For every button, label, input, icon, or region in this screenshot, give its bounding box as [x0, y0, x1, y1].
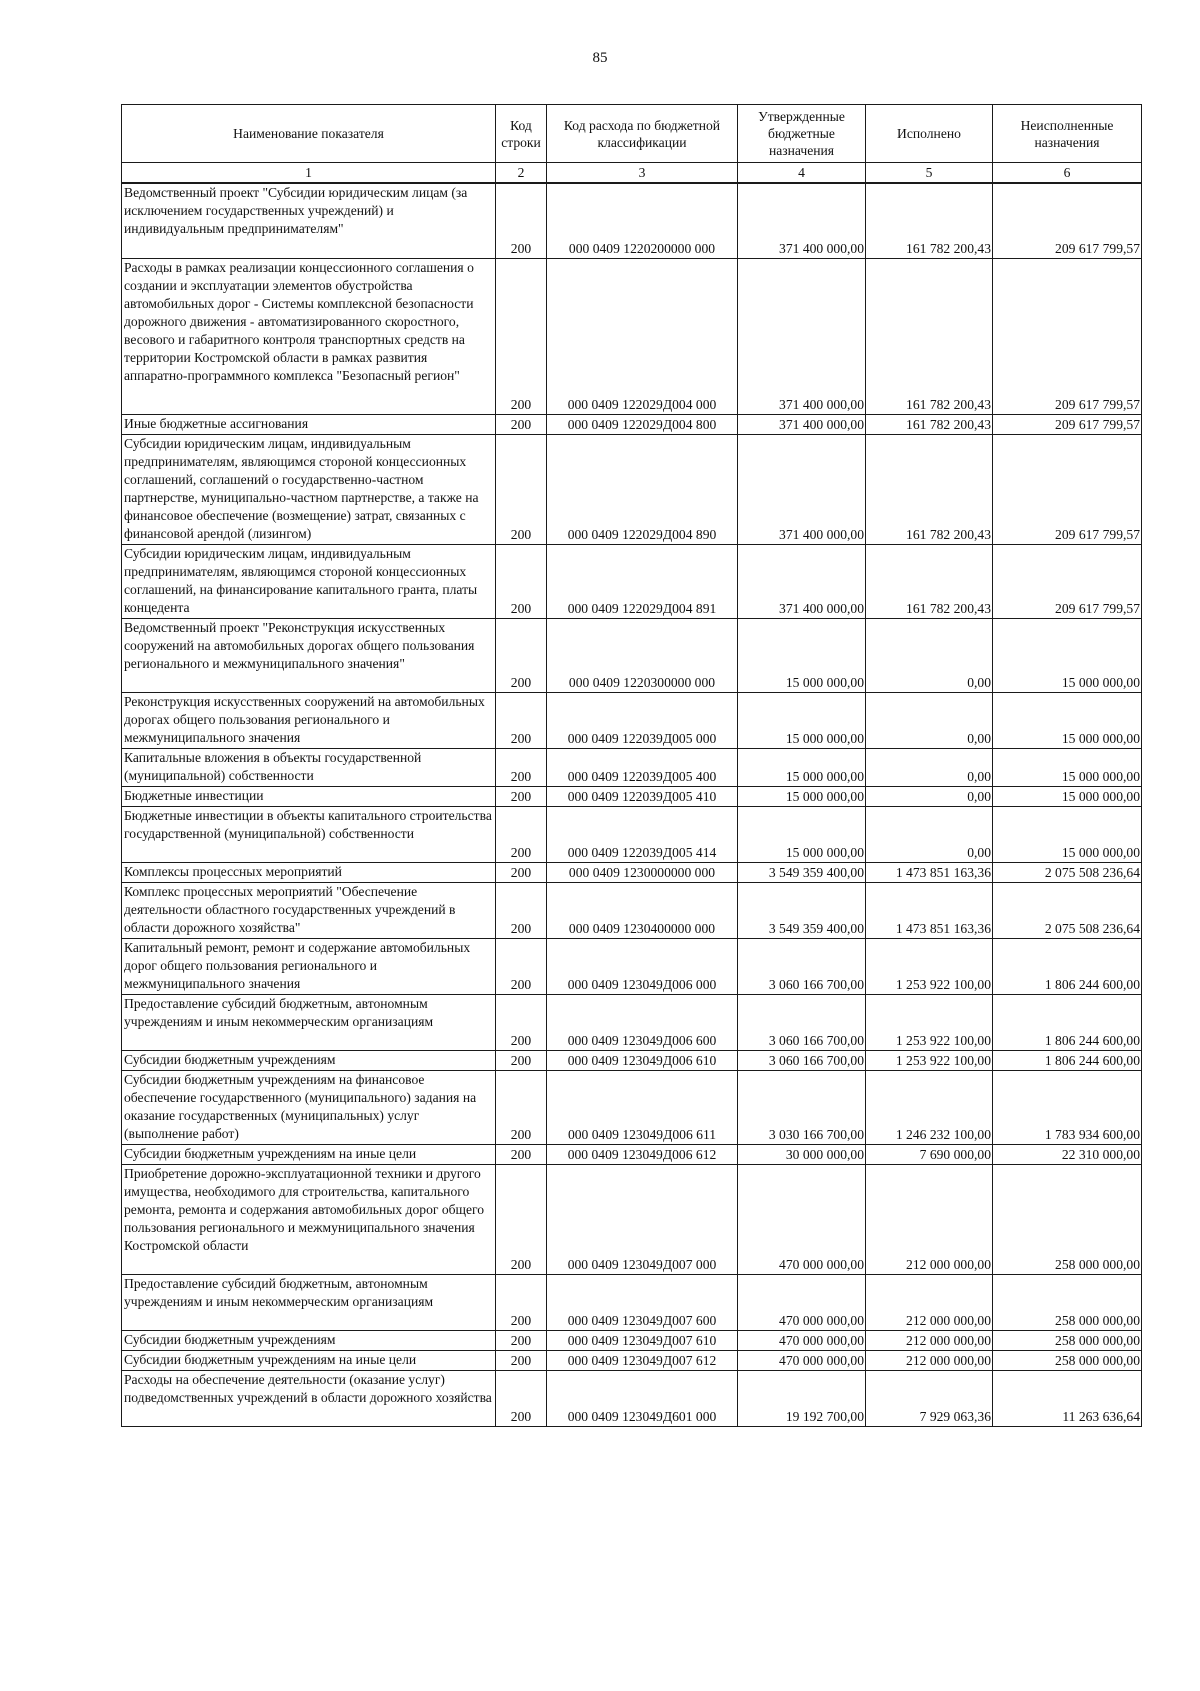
row-approved-cell: 470 000 000,00	[738, 1274, 866, 1330]
table-row	[122, 806, 1142, 862]
row-unexecuted-cell: 22 310 000,00	[993, 1144, 1142, 1164]
row-name-text: Ведомственный проект "Реконструкция искусственных сооружений на автомобильных дорогах общего пользования регионального и межмуниципального значения"	[124, 619, 475, 671]
row-code-cell: 200	[496, 1144, 547, 1164]
table-row	[122, 862, 1142, 882]
column-number: 6	[993, 163, 1142, 184]
row-executed-cell: 212 000 000,00	[866, 1274, 993, 1330]
row-approved-cell: 15 000 000,00	[738, 692, 866, 748]
row-approved-cell: 470 000 000,00	[738, 1330, 866, 1350]
row-name-cell	[122, 183, 496, 258]
row-class-code-cell: 000 0409 122029Д004 891	[547, 544, 738, 618]
row-approved-cell: 371 400 000,00	[738, 544, 866, 618]
table-row	[122, 1144, 1142, 1164]
row-unexecuted-cell: 258 000 000,00	[993, 1274, 1142, 1330]
row-executed-cell: 1 473 851 163,36	[866, 862, 993, 882]
row-unexecuted-cell: 1 806 244 600,00	[993, 938, 1142, 994]
header-name: Наименование показателя	[122, 105, 496, 163]
row-name-cell	[122, 692, 496, 748]
row-approved-cell: 3 060 166 700,00	[738, 938, 866, 994]
row-name-text: Субсидии юридическим лицам, индивидуальным предпринимателям, являющимся стороной концессионных соглашений, на финансирование капитального гранта, платы концедента	[124, 545, 478, 615]
row-code-cell: 200	[496, 938, 547, 994]
row-approved-cell: 470 000 000,00	[738, 1164, 866, 1274]
row-class-code-cell: 000 0409 123049Д007 000	[547, 1164, 738, 1274]
row-code-cell: 200	[496, 1274, 547, 1330]
row-class-code-cell: 000 0409 123049Д006 611	[547, 1070, 738, 1144]
row-unexecuted-cell: 15 000 000,00	[993, 748, 1142, 786]
row-name-text: Субсидии бюджетным учреждениям на финансовое обеспечение государственного (муниципального) задания на оказание государственных (муниципальных) услуг (выполнение работ)	[124, 1071, 477, 1141]
row-class-code-cell: 000 0409 123049Д006 612	[547, 1144, 738, 1164]
row-code-cell: 200	[496, 786, 547, 806]
row-code-cell: 200	[496, 862, 547, 882]
header-class-code: Код расхода по бюджетной классификации	[547, 105, 738, 163]
row-name-text: Субсидии бюджетным учреждениям	[124, 1051, 336, 1067]
row-code-cell: 200	[496, 748, 547, 786]
row-code-cell: 200	[496, 1164, 547, 1274]
row-name-cell	[122, 1144, 496, 1164]
row-name-text: Расходы на обеспечение деятельности (оказание услуг) подведомственных учреждений в области дорожного хозяйства	[124, 1371, 492, 1405]
row-executed-cell: 1 246 232 100,00	[866, 1070, 993, 1144]
table-row	[122, 434, 1142, 544]
row-executed-cell: 0,00	[866, 618, 993, 692]
row-unexecuted-cell: 209 617 799,57	[993, 434, 1142, 544]
row-name-cell	[122, 544, 496, 618]
row-name-cell	[122, 1350, 496, 1370]
row-class-code-cell: 000 0409 123049Д007 612	[547, 1350, 738, 1370]
row-class-code-cell: 000 0409 123049Д006 610	[547, 1050, 738, 1070]
row-code-cell: 200	[496, 882, 547, 938]
table-row	[122, 1164, 1142, 1274]
row-unexecuted-cell: 1 806 244 600,00	[993, 1050, 1142, 1070]
row-name-cell	[122, 414, 496, 434]
row-executed-cell: 0,00	[866, 806, 993, 862]
row-unexecuted-cell: 209 617 799,57	[993, 414, 1142, 434]
row-name-text: Субсидии юридическим лицам, индивидуальным предпринимателям, являющимся стороной концессионных соглашений, соглашений о государственно-частном партнерстве, муниципально-частном партнерстве, а также на финансовое обеспечение (возмещение) затрат, связанных с финансовой арендой (лизингом)	[124, 435, 479, 541]
row-name-cell	[122, 1164, 496, 1274]
row-name-text: Капитальные вложения в объекты государственной (муниципальной) собственности	[124, 749, 422, 783]
row-approved-cell: 371 400 000,00	[738, 414, 866, 434]
row-name-cell	[122, 1370, 496, 1426]
row-code-cell: 200	[496, 692, 547, 748]
row-unexecuted-cell: 1 783 934 600,00	[993, 1070, 1142, 1144]
budget-execution-table	[121, 104, 1142, 1427]
row-name-cell	[122, 994, 496, 1050]
column-number: 1	[122, 163, 496, 184]
row-executed-cell: 161 782 200,43	[866, 183, 993, 258]
row-code-cell: 200	[496, 806, 547, 862]
header-unexecuted: Неисполненные назначения	[993, 105, 1142, 163]
row-executed-cell: 1 253 922 100,00	[866, 938, 993, 994]
row-approved-cell: 3 549 359 400,00	[738, 862, 866, 882]
row-class-code-cell: 000 0409 123049Д007 610	[547, 1330, 738, 1350]
row-executed-cell: 7 929 063,36	[866, 1370, 993, 1426]
row-code-cell: 200	[496, 994, 547, 1050]
row-name-cell	[122, 1070, 496, 1144]
row-unexecuted-cell: 209 617 799,57	[993, 183, 1142, 258]
row-unexecuted-cell: 15 000 000,00	[993, 806, 1142, 862]
header-code: Код строки	[496, 105, 547, 163]
row-name-cell	[122, 1050, 496, 1070]
row-unexecuted-cell: 15 000 000,00	[993, 618, 1142, 692]
table-row	[122, 1350, 1142, 1370]
row-unexecuted-cell: 15 000 000,00	[993, 692, 1142, 748]
row-executed-cell: 212 000 000,00	[866, 1350, 993, 1370]
row-code-cell: 200	[496, 1050, 547, 1070]
row-executed-cell: 1 253 922 100,00	[866, 1050, 993, 1070]
row-name-text: Бюджетные инвестиции в объекты капитального строительства государственной (муниципальной) собственности	[124, 807, 492, 841]
row-class-code-cell: 000 0409 122039Д005 000	[547, 692, 738, 748]
row-executed-cell: 7 690 000,00	[866, 1144, 993, 1164]
row-approved-cell: 3 060 166 700,00	[738, 1050, 866, 1070]
row-unexecuted-cell: 258 000 000,00	[993, 1330, 1142, 1350]
column-number: 2	[496, 163, 547, 184]
column-number: 3	[547, 163, 738, 184]
column-number: 4	[738, 163, 866, 184]
row-unexecuted-cell: 258 000 000,00	[993, 1350, 1142, 1370]
table-body	[122, 183, 1142, 1426]
row-name-text: Капитальный ремонт, ремонт и содержание автомобильных дорог общего пользования регионального и межмуниципального значения	[124, 939, 471, 991]
row-name-text: Комплекс процессных мероприятий "Обеспечение деятельности областного государственных учреждений в области дорожного хозяйства"	[124, 883, 456, 935]
row-approved-cell: 371 400 000,00	[738, 434, 866, 544]
row-class-code-cell: 000 0409 122039Д005 414	[547, 806, 738, 862]
row-name-cell	[122, 1274, 496, 1330]
row-executed-cell: 212 000 000,00	[866, 1164, 993, 1274]
row-name-cell	[122, 786, 496, 806]
row-approved-cell: 470 000 000,00	[738, 1350, 866, 1370]
row-name-text: Комплексы процессных мероприятий	[124, 863, 342, 879]
row-code-cell: 200	[496, 544, 547, 618]
row-code-cell: 200	[496, 434, 547, 544]
row-class-code-cell: 000 0409 122029Д004 800	[547, 414, 738, 434]
row-approved-cell: 15 000 000,00	[738, 786, 866, 806]
row-executed-cell: 161 782 200,43	[866, 258, 993, 414]
row-class-code-cell: 000 0409 1230000000 000	[547, 862, 738, 882]
table-row	[122, 183, 1142, 258]
row-class-code-cell: 000 0409 123049Д601 000	[547, 1370, 738, 1426]
row-approved-cell: 15 000 000,00	[738, 618, 866, 692]
row-code-cell: 200	[496, 1070, 547, 1144]
row-unexecuted-cell: 11 263 636,64	[993, 1370, 1142, 1426]
header-executed: Исполнено	[866, 105, 993, 163]
row-approved-cell: 371 400 000,00	[738, 258, 866, 414]
row-name-text: Субсидии бюджетным учреждениям	[124, 1331, 336, 1347]
row-class-code-cell: 000 0409 122029Д004 000	[547, 258, 738, 414]
column-number: 5	[866, 163, 993, 184]
page-number: 85	[592, 50, 608, 66]
row-approved-cell: 15 000 000,00	[738, 806, 866, 862]
row-approved-cell: 3 549 359 400,00	[738, 882, 866, 938]
row-code-cell: 200	[496, 258, 547, 414]
row-code-cell: 200	[496, 1330, 547, 1350]
table-row	[122, 1330, 1142, 1350]
row-name-cell	[122, 862, 496, 882]
row-unexecuted-cell: 2 075 508 236,64	[993, 862, 1142, 882]
row-class-code-cell: 000 0409 1220200000 000	[547, 183, 738, 258]
row-unexecuted-cell: 209 617 799,57	[993, 544, 1142, 618]
row-name-text: Предоставление субсидий бюджетным, автономным учреждениям и иным некоммерческим организациям	[124, 1275, 434, 1309]
table-header-row	[122, 105, 1142, 163]
column-number-row	[122, 163, 1142, 184]
row-approved-cell: 3 060 166 700,00	[738, 994, 866, 1050]
row-executed-cell: 1 253 922 100,00	[866, 994, 993, 1050]
header-approved: Утвержденные бюджетные назначения	[738, 105, 866, 163]
row-class-code-cell: 000 0409 1230400000 000	[547, 882, 738, 938]
table-row	[122, 414, 1142, 434]
row-class-code-cell: 000 0409 122029Д004 890	[547, 434, 738, 544]
row-unexecuted-cell: 258 000 000,00	[993, 1164, 1142, 1274]
row-code-cell: 200	[496, 618, 547, 692]
row-name-cell	[122, 434, 496, 544]
table-row	[122, 882, 1142, 938]
row-approved-cell: 19 192 700,00	[738, 1370, 866, 1426]
row-executed-cell: 1 473 851 163,36	[866, 882, 993, 938]
table-row	[122, 994, 1142, 1050]
table-row	[122, 1370, 1142, 1426]
row-executed-cell: 161 782 200,43	[866, 544, 993, 618]
row-approved-cell: 30 000 000,00	[738, 1144, 866, 1164]
table-row	[122, 1274, 1142, 1330]
row-name-text: Субсидии бюджетным учреждениям на иные цели	[124, 1351, 417, 1367]
row-name-text: Приобретение дорожно-эксплуатационной техники и другого имущества, необходимого для строительства, капитального ремонта, ремонта и содержания автомобильных дорог общего пользования регионального и межмуниципального значения Костромской области	[124, 1165, 485, 1253]
row-name-cell	[122, 618, 496, 692]
row-name-text: Иные бюджетные ассигнования	[124, 415, 309, 431]
row-approved-cell: 3 030 166 700,00	[738, 1070, 866, 1144]
table-row	[122, 786, 1142, 806]
row-code-cell: 200	[496, 183, 547, 258]
row-class-code-cell: 000 0409 122039Д005 400	[547, 748, 738, 786]
row-class-code-cell: 000 0409 123049Д007 600	[547, 1274, 738, 1330]
row-name-cell	[122, 748, 496, 786]
row-class-code-cell: 000 0409 1220300000 000	[547, 618, 738, 692]
row-unexecuted-cell: 1 806 244 600,00	[993, 994, 1142, 1050]
row-class-code-cell: 000 0409 122039Д005 410	[547, 786, 738, 806]
table-row	[122, 1070, 1142, 1144]
row-name-text: Предоставление субсидий бюджетным, автономным учреждениям и иным некоммерческим организациям	[124, 995, 434, 1029]
row-name-cell	[122, 258, 496, 414]
row-name-text: Расходы в рамках реализации концессионного соглашения о создании и эксплуатации элементов обустройства автомобильных дорог - Системы комплексной безопасности дорожного движения - автоматизированного скоростного, весового и габаритного контроля транспортных средств на территории Костромской области в рамках развития аппаратно-программного комплекса "Безопасный регион"	[124, 259, 474, 383]
row-name-cell	[122, 938, 496, 994]
table-row	[122, 258, 1142, 414]
row-name-text: Бюджетные инвестиции	[124, 787, 264, 803]
row-code-cell: 200	[496, 414, 547, 434]
row-name-cell	[122, 1330, 496, 1350]
row-name-text: Субсидии бюджетным учреждениям на иные цели	[124, 1145, 417, 1161]
row-executed-cell: 212 000 000,00	[866, 1330, 993, 1350]
row-class-code-cell: 000 0409 123049Д006 600	[547, 994, 738, 1050]
row-name-cell	[122, 806, 496, 862]
row-approved-cell: 15 000 000,00	[738, 748, 866, 786]
row-approved-cell: 371 400 000,00	[738, 183, 866, 258]
table-row	[122, 748, 1142, 786]
table-row	[122, 544, 1142, 618]
row-code-cell: 200	[496, 1370, 547, 1426]
row-name-cell	[122, 882, 496, 938]
row-class-code-cell: 000 0409 123049Д006 000	[547, 938, 738, 994]
row-unexecuted-cell: 15 000 000,00	[993, 786, 1142, 806]
row-executed-cell: 0,00	[866, 786, 993, 806]
row-executed-cell: 161 782 200,43	[866, 434, 993, 544]
table-row	[122, 938, 1142, 994]
row-name-text: Реконструкция искусственных сооружений на автомобильных дорогах общего пользования регионального и межмуниципального значения	[124, 693, 485, 745]
row-code-cell: 200	[496, 1350, 547, 1370]
row-unexecuted-cell: 209 617 799,57	[993, 258, 1142, 414]
row-executed-cell: 161 782 200,43	[866, 414, 993, 434]
table-row	[122, 692, 1142, 748]
row-executed-cell: 0,00	[866, 748, 993, 786]
row-executed-cell: 0,00	[866, 692, 993, 748]
row-unexecuted-cell: 2 075 508 236,64	[993, 882, 1142, 938]
table-row	[122, 618, 1142, 692]
table-row	[122, 1050, 1142, 1070]
row-name-text: Ведомственный проект "Субсидии юридическим лицам (за исключением государственных учреждений) и индивидуальным предпринимателям"	[124, 185, 468, 236]
